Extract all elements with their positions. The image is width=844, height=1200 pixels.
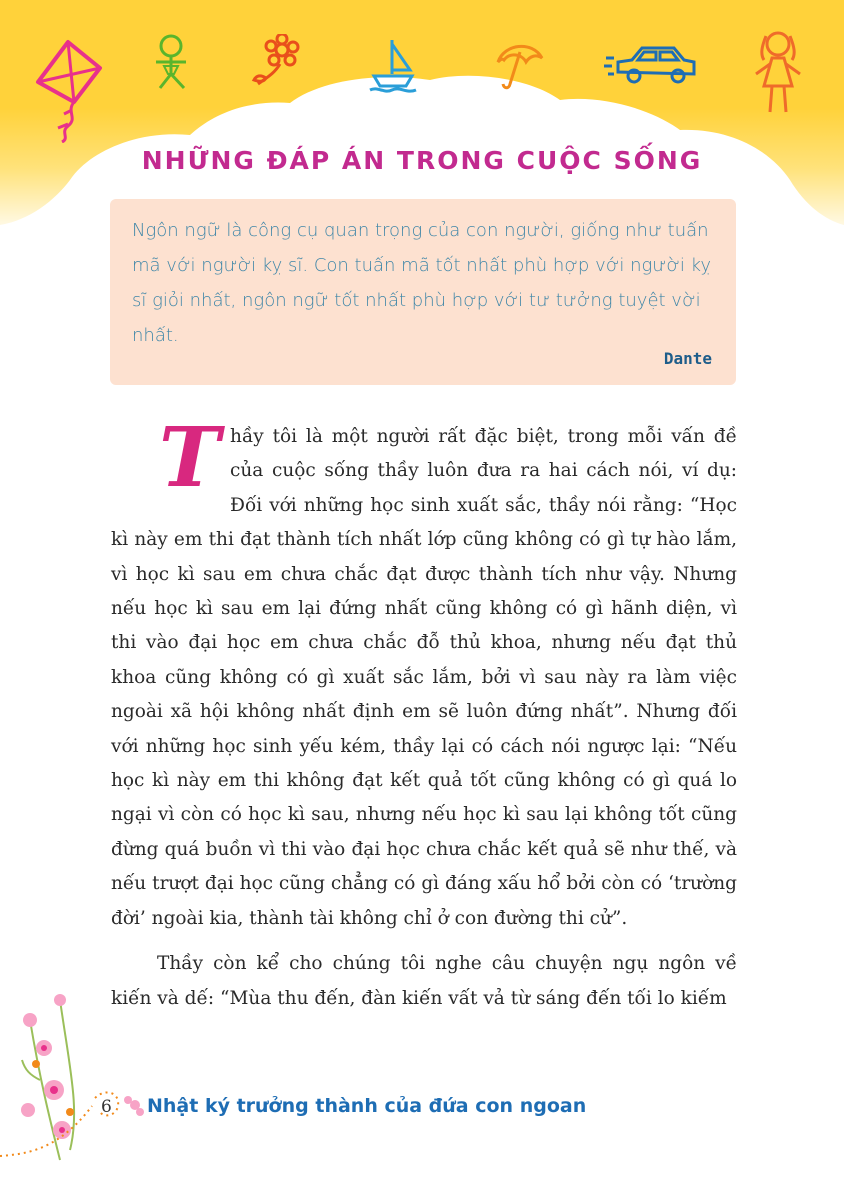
umbrella-icon bbox=[494, 40, 546, 92]
sailboat-icon bbox=[368, 38, 418, 94]
flower-icon bbox=[250, 34, 306, 90]
epigraph-quote-text: Ngôn ngữ là công cụ quan trọng của con người, giống như tuấn mã với người kỵ sĩ. Con tuấn mã tốt nhất phù hợp với người kỵ sĩ giỏi nhất, ngôn ngữ tốt nhất phù hợp với tư tưởng tuyệt vời nhất. bbox=[132, 220, 712, 346]
flower-decoration-icon bbox=[0, 960, 180, 1200]
girl-icon bbox=[748, 26, 808, 118]
chapter-title: NHỮNG ĐÁP ÁN TRONG CUỘC SỐNG bbox=[141, 146, 703, 175]
paragraph-1-text: hầy tôi là một người rất đặc biệt, trong mỗi vấn đề của cuộc sống thầy luôn đưa ra hai cách nói, ví dụ: Đối với những học sinh xuất sắc, thầy nói rằng: “Học kì này em thi đạt thành tích nhất lớp cũng không có gì tự hào lắm, vì học kì sau em chưa chắc đạt được thành tích như vậy. Nhưng nếu học kì sau em lại đứng nhất cũng không có gì hãnh diện, vì thi vào đại học em chưa chắc đỗ thủ khoa, nhưng nếu đạt thủ khoa cũng không có gì xuất sắc lắm, bởi vì sau này ra làm việc ngoài xã hội không nhất định em sẽ luôn đứng nhất”. Nhưng đối với những học sinh yếu kém, thầy lại có cách nói ngược lại: “Nếu học kì này em thi không đạt kết quả tốt cũng không có gì quá lo ngại vì còn có học kì sau, nhưng nếu học kì sau lại không tốt cũng đừng quá buồn vì thi vào đại học chưa chắc kết quả sẽ như thế, và nếu trượt đại học cũng chẳng có gì đáng xấu hổ bởi còn có ‘trường đời’ ngoài kia, thành tài không chỉ ở con đường thi cử”. bbox=[111, 426, 737, 929]
epigraph-author: Dante bbox=[663, 349, 712, 368]
paragraph-2: Thầy còn kể cho chúng tôi nghe câu chuyện ngụ ngôn về kiến và dế: “Mùa thu đến, đàn kiến vất vả từ sáng đến tối lo kiếm bbox=[111, 953, 737, 1009]
paragraph-1 bbox=[111, 410, 737, 936]
page-number: 6 bbox=[101, 1097, 112, 1117]
car-icon bbox=[604, 42, 700, 86]
body-text bbox=[111, 410, 737, 1016]
book-title: Nhật ký trưởng thành của đứa con ngoan bbox=[147, 1095, 587, 1117]
epigraph-quote-box bbox=[110, 199, 736, 385]
kite-icon bbox=[28, 38, 108, 143]
drop-cap: T bbox=[159, 410, 221, 506]
child-icon bbox=[138, 32, 204, 92]
